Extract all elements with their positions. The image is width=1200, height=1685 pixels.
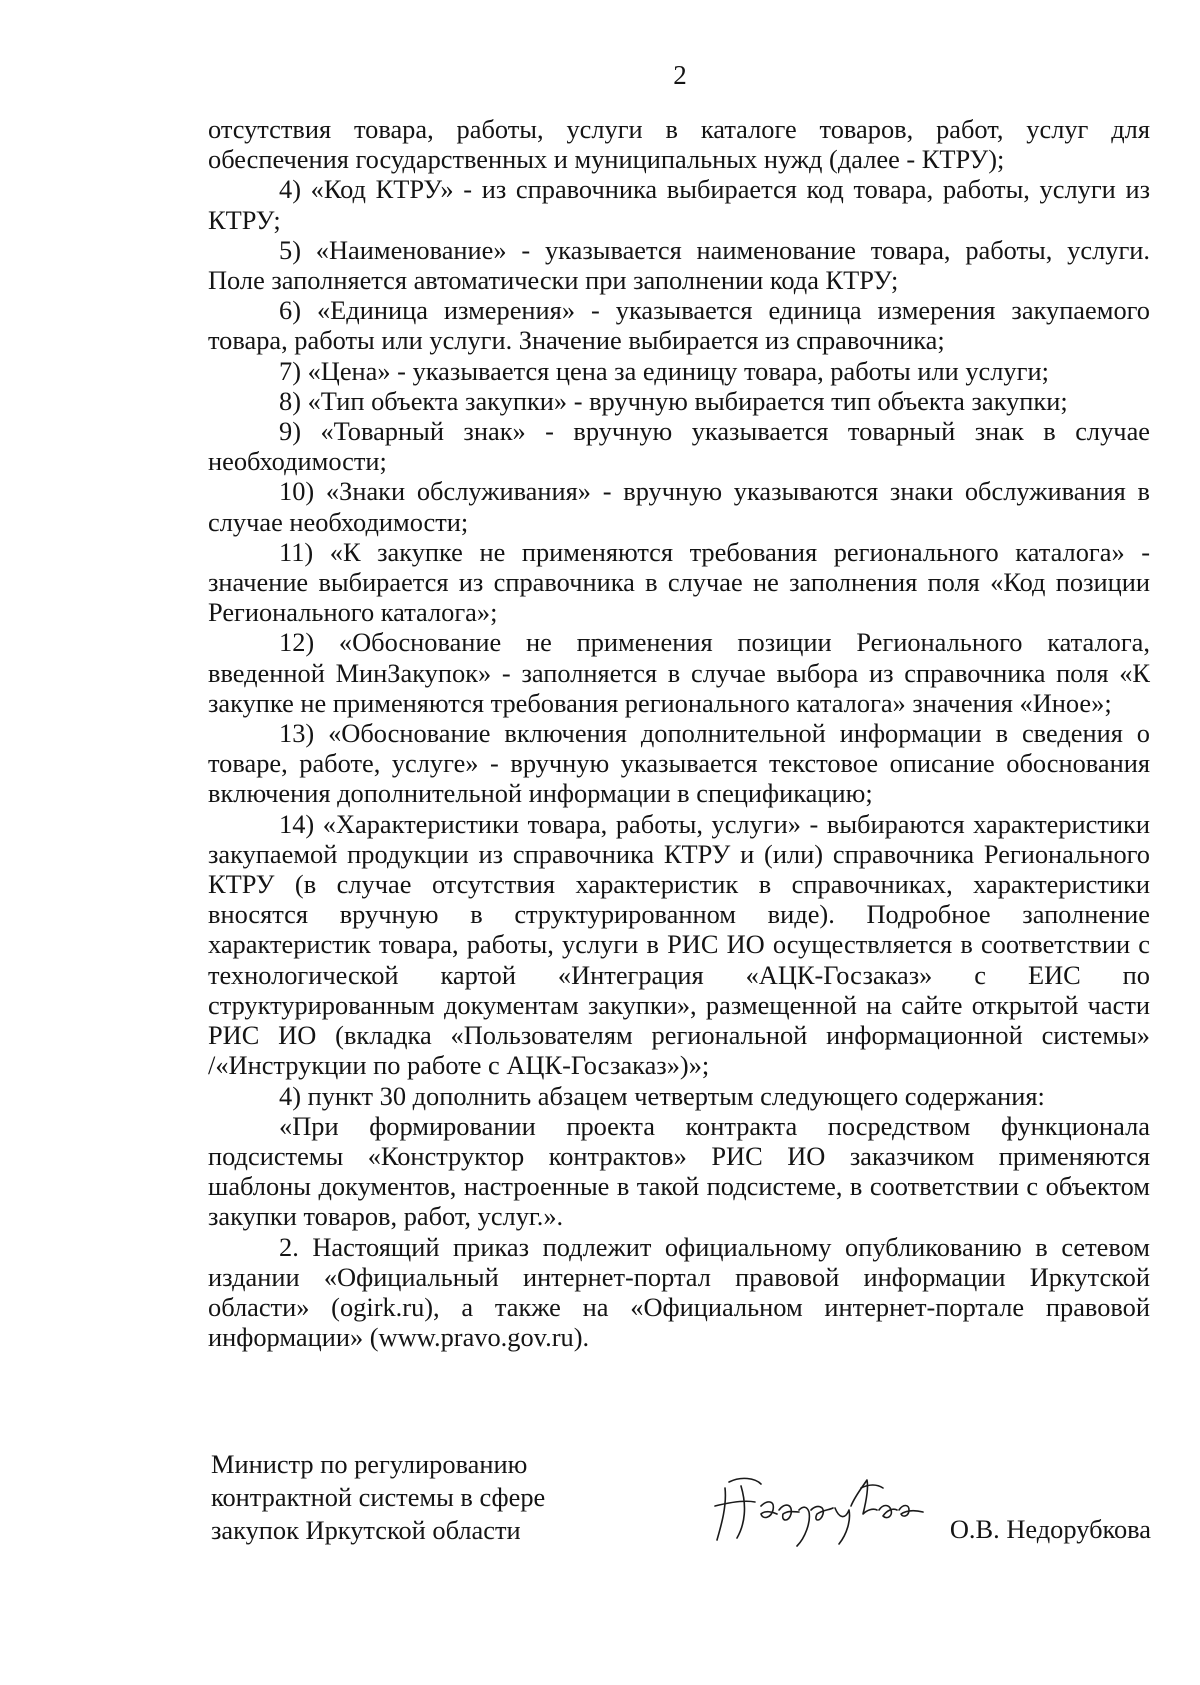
paragraph: 9) «Товарный знак» - вручную указывается товарный знак в случае необходимости; (208, 416, 1150, 477)
paragraph: 8) «Тип объекта закупки» - вручную выбирается тип объекта закупки; (279, 385, 1068, 416)
paragraph: 14) «Характеристики товара, работы, услуги» - выбираются характеристики закупаемой продукции из справочника КТРУ и (или) справочника Регионального КТРУ (в случае отсутствия характеристик в справочниках, характеристики вносятся вручную в структурированном виде). Подробное заполнение характеристик товара, работы, услуги в РИС ИО осуществляется в соответствии с технологической картой «Интеграция «АЦК-Госзаказ» с ЕИС по структурированным документам закупки», размещенной на сайте открытой части РИС ИО (вкладка «Пользователям региональной информационной системы» /«Инструкции по работе с АЦК-Госзаказ»)»; (208, 808, 1150, 1081)
paragraph: 5) «Наименование» - указывается наименование товара, работы, услуги. Поле заполняется автоматически при заполнении кода КТРУ; (208, 234, 1150, 296)
document-body (208, 114, 1150, 1352)
paragraph: 4) «Код КТРУ» - из справочника выбирается код товара, работы, услуги из КТРУ; (208, 174, 1150, 235)
paragraph: 2. Настоящий приказ подлежит официальному опубликованию в сетевом издании «Официальный интернет-портал правовой информации Иркутской области» (ogirk.ru), а также на «Официальном интернет-портале правовой информации» (www.pravo.gov.ru). (208, 1231, 1150, 1353)
signer-position (211, 1448, 631, 1547)
paragraph: 11) «К закупке не применяются требования регионального каталога» - значение выбирается из справочника в случае не заполнения поля «Код позиции Регионального каталога»; (208, 536, 1150, 628)
position-line: контрактной системы в сфере (211, 1482, 546, 1512)
signature-block (211, 1448, 1151, 1578)
position-line: Министр по регулированию (211, 1449, 528, 1479)
paragraph: 6) «Единица измерения» - указывается единица измерения закупаемого товара, работы или услуги. Значение выбирается из справочника; (208, 295, 1150, 356)
paragraph: 4) пункт 30 дополнить абзацем четвертым следующего содержания: (279, 1080, 1045, 1111)
handwritten-signature (711, 1466, 951, 1548)
paragraph: 7) «Цена» - указывается цена за единицу товара, работы или услуги; (279, 355, 1049, 386)
position-line: закупок Иркутской области (211, 1515, 521, 1545)
signer-name: О.В. Недорубкова (949, 1514, 1151, 1544)
paragraph: отсутствия товара, работы, услуги в каталоге товаров, работ, услуг для обеспечения государственных и муниципальных нужд (далее - КТРУ); (208, 114, 1150, 175)
paragraph: 13) «Обоснование включения дополнительной информации в сведения о товаре, работе, услуге» - вручную указывается текстовое описание обоснования включения дополнительной информации в спецификацию; (208, 718, 1150, 809)
paragraph: 10) «Знаки обслуживания» - вручную указываются знаки обслуживания в случае необходимости; (208, 476, 1150, 537)
paragraph: «При формировании проекта контракта посредством функционала подсистемы «Конструктор контрактов» РИС ИО заказчиком применяются шаблоны документов, настроенные в такой подсистеме, в соответствии с объектом закупки товаров, работ, услуг.». (208, 1110, 1150, 1232)
page-number: 2 (673, 60, 687, 90)
paragraph: 12) «Обоснование не применения позиции Регионального каталога, введенной МинЗакупок» - заполняется в случае выбора из справочника поля «К закупке не применяются требования регионального каталога» значения «Иное»; (208, 627, 1150, 718)
